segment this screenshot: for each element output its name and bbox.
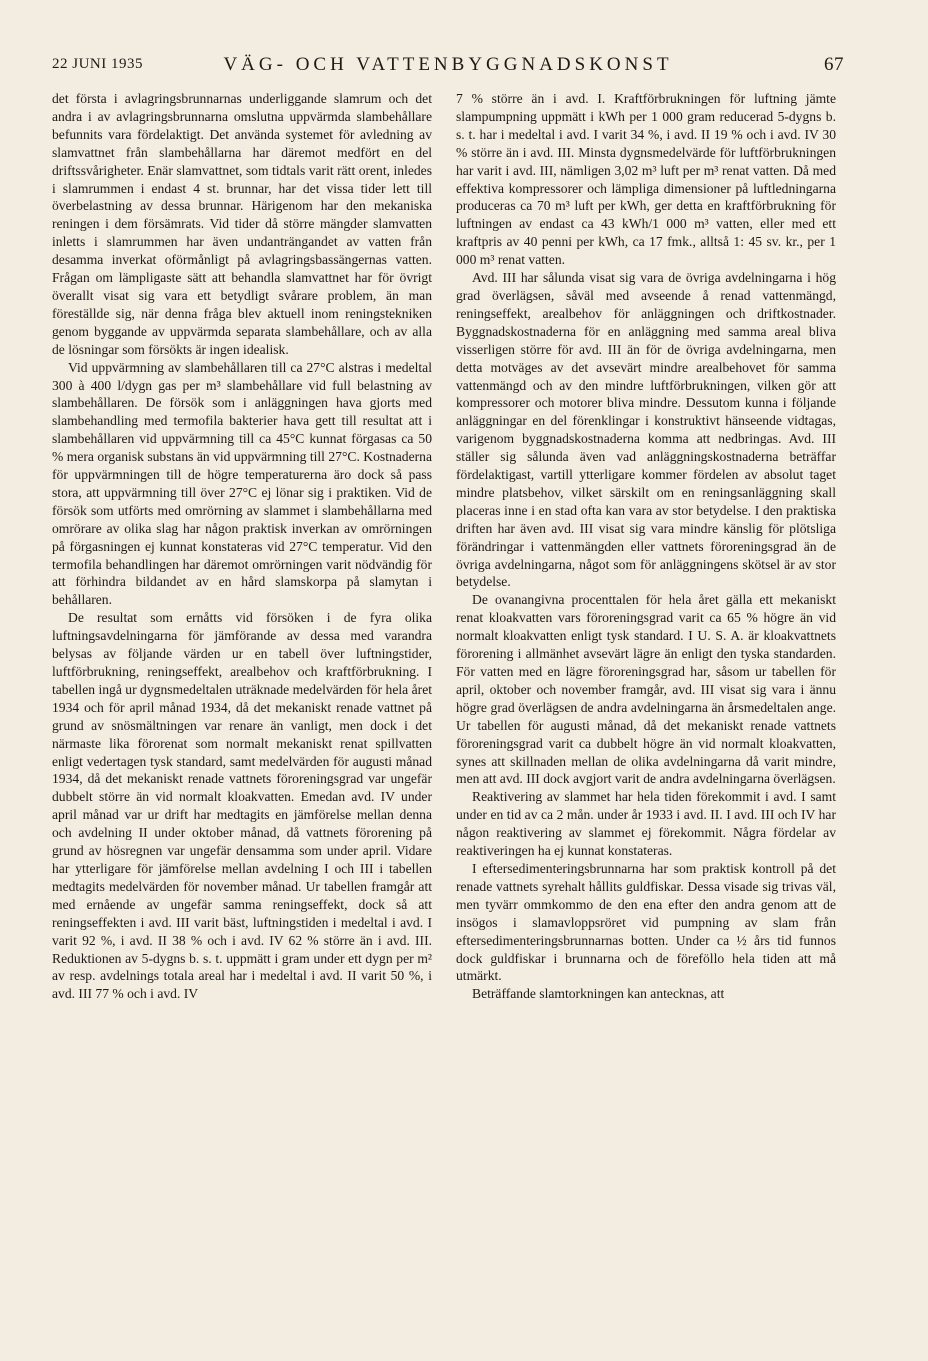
- paragraph: De ovanangivna procenttalen för hela året gälla ett mekaniskt renat kloakvatten vars föroreningsgrad varit ca 65 % högre än vid normalt kloakvatten enligt tysk standard. I U. S. A. är kloakvattnets förorening i allmänhet avsevärt lägre än enligt den tyska standarden. För vatten med en lägre föroreningsgrad har, såsom ur tabellen för april, oktober och november framgår, avd. III visat sig vara i ännu högre grad överlägsen de andra avdelningarna än årsmedeltalen ange. Ur tabellen för augusti månad, då det mekaniskt renade vattnets föroreningsgrad varit ca dubbelt högre än vid normalt kloakvatten, synes att skillnaden mellan de olika avdelningarna då varit mindre, men att avd. III dock avgjort varit de andra avdelningarna överlägsen.: [456, 592, 836, 787]
- right-column: [456, 90, 836, 1003]
- paragraph: Avd. III har sålunda visat sig vara de övriga avdelningarna i hög grad överlägsen, såväl med avseende å renad vattenmängd, reningseffekt, arealbehov för anläggningen och driftkostnader. Byggnadskostnaderna för en anläggning med samma areal bliva visserligen större för avd. III än för de övriga avdelningarna, men detta motväges av det avsevärt mindre arealbehovet för samma vattenmängd och av den mindre luftförbrukningen, vilken gör att kompressorer och motorer bliva mindre. Dessutom kunna i följande anläggningar en del förenklingar i konstruktivt hänseende vidtagas, varigenom byggnadskostnaderna komma att nedbringas. Avd. III ställer sig sålunda även vad anläggningskostnaderna beträffar fördelaktigast, vartill ytterligare kommer fördelen av absolut taget mindre platsbehov, vilket särskilt om en reningsanläggning skall placeras inne i en stad ofta kan vara av stor betydelse. I den praktiska driften har även avd. III visat sig vara mindre känslig för plötsliga förändringar i vattenmängden eller vattnets föroreningsgrad än de övriga avdelningarna, något som för anläggningens skötsel är av stor betydelse.: [456, 270, 836, 590]
- paragraph: Beträffande slamtorkningen kan antecknas, att: [472, 986, 725, 1002]
- paragraph: Vid uppvärmning av slambehållaren till ca 27°C alstras i medeltal 300 à 400 l/dygn gas per m³ slambehållare vid full belastning av slambehållaren. De försök som i anläggningen hava gjorts med slambehandling med termofila bakterier hava gett till resultat att i slambehållaren vid uppvärmning till ca 45°C kunnat förgasas ca 50 % mera organisk substans än vid uppvärmning till 27°C. Kostnaderna för uppvärmningen till de högre temperaturerna äro dock så pass stora, att uppvärmning till över 27°C ej lönar sig i praktiken. Vid de försök som utförts med omrörning av slammet i slambehållarna med omrörare av olika slag har någon praktisk inverkan av omrörningen på förgasningen ej kunnat konstateras vid 27°C temperatur. Vid den termofila behandlingen har däremot omrörningen varit nödvändig för att förhindra bildandet av en hård slamskorpa på slamytan i behållaren.: [52, 359, 432, 608]
- paragraph: De resultat som ernåtts vid försöken i de fyra olika luftningsavdelningarna för jämförande av dessa med varandra belysas av följande värden ur en tabell över luftningstider, luftförbrukning, reningseffekt, arealbehov och kraftförbrukning. I tabellen ingå ur dygnsmedeltalen uträknade medelvärden för hela året 1934 och för april månad 1934, då det mekaniskt renade vattnet på grund av snösmältningen var renare än vanligt, men dock i det närmaste lika förorenat som normalt mekaniskt renat spillvatten enligt vedertagen tysk standard, samt medelvärden för augusti månad 1934, då det mekaniskt renade vattnets föroreningsgrad var ungefär dubbelt större än vid normalt kloakvatten. Emedan avd. IV under april månad var ur drift har medtagits en jämförelse mellan denna och avdelning II under oktober månad, då vattnets förorening på grund av hösregnen var ungefär densamma som under april. Vidare har ytterligare för jämförelse mellan avdelning I och III i tabellen medtagits medelvärden för november månad. Ur tabellen framgår att med ernående av ungefär samma reningseffekt, dock så att reningseffekten i avd. III varit bäst, luftningstiden i medeltal i avd. I varit 92 %, i avd. II 38 % och i avd. IV 62 % större än i avd. III. Reduktionen av 5-dygns b. s. t. uppmätt i gram under ett dygn per m² av resp. avdelnings totala areal har i medeltal i avd. II varit 50 %, i avd. III 77 % och i avd. IV: [52, 610, 432, 1002]
- journal-title: VÄG- OCH VATTENBYGGNADSKONST: [223, 54, 673, 75]
- page-number: 67: [824, 54, 844, 75]
- left-column: [52, 90, 432, 1003]
- page-header: [52, 52, 844, 82]
- paragraph: 7 % större än i avd. I. Kraftförbrukningen för luftning jämte slampumpning uppmätt i kWh per 1 000 gram reducerad 5-dygns b. s. t. har i medeltal i avd. I varit 34 %, i avd. II 19 % och i avd. IV 30 % större än i avd. III. Minsta dygnsmedelvärde för luftförbrukningen har varit i avd. III, nämligen 3,02 m³ luft per m³ renat vatten. Då med effektiva kompressorer och lämpliga dimensioner på luftledningarna produceras ca 70 m³ luft per kWh, ger detta en kraftförbrukning för luftningen av endast ca 43 kWh/1 000 m³ vatten, eller med ett kraftpris av 40 penni per kWh, ca 17 fmk., alltså 1: 45 sv. kr., per 1 000 m³ renat vatten.: [456, 91, 836, 268]
- paragraph: Reaktivering av slammet har hela tiden förekommit i avd. I samt under en tid av ca 2 mån. under år 1933 i avd. II. I avd. III och IV har någon reaktivering av slammet ej förekommit. Några fördelar av reaktiveringen ha ej kunnat konstateras.: [456, 789, 836, 859]
- paragraph: I eftersedimenteringsbrunnarna har som praktisk kontroll på det renade vattnets syrehalt hållits guldfiskar. Dessa visade sig trivas väl, men tyvärr ommkommo de den ena efter den andra genom att de insögos i slamavloppsröret vid pumpning av slam från eftersedimenteringsbrunnarnas botten. Under ca ½ års tid funnos dock guldfiskar i brunnarna och de föreföllo hela tiden att må utmärkt.: [456, 860, 836, 984]
- issue-date: 22 JUNI 1935: [52, 56, 143, 72]
- paragraph: det första i avlagringsbrunnarnas underliggande slamrum och det andra i av avlagringsbrunnarna omslutna uppvärmda slambehållare befunnits vara fördelaktigt. Det använda systemet för avledning av slamvattnet från slambehållarna har däremot medfört en del driftssvårigheter. Enär slamvattnet, som tidtals varit rätt orent, inledes i slamrummen i endast 4 st. brunnar, har det vissa tider lett till överbelastning av dessa brunnar. Härigenom har den mekaniska reningen i dem försämrats. Vid tider då större mängder slamvatten inletts i slamrummen har även undanträngandet av vatten från desamma inverkat oförmånligt på avlagringsbassängernas vatten. Frågan om lämpligaste sätt att behandla slamvattnet har för övrigt överallt visat sig vara ett betydligt svårare problem, än man föreställde sig, när denna fråga blev aktuell inom reningstekniken genom byggande av uppvärmda separata slambehållare, och av alla de lösningar som försökts är ingen idealisk.: [52, 91, 432, 357]
